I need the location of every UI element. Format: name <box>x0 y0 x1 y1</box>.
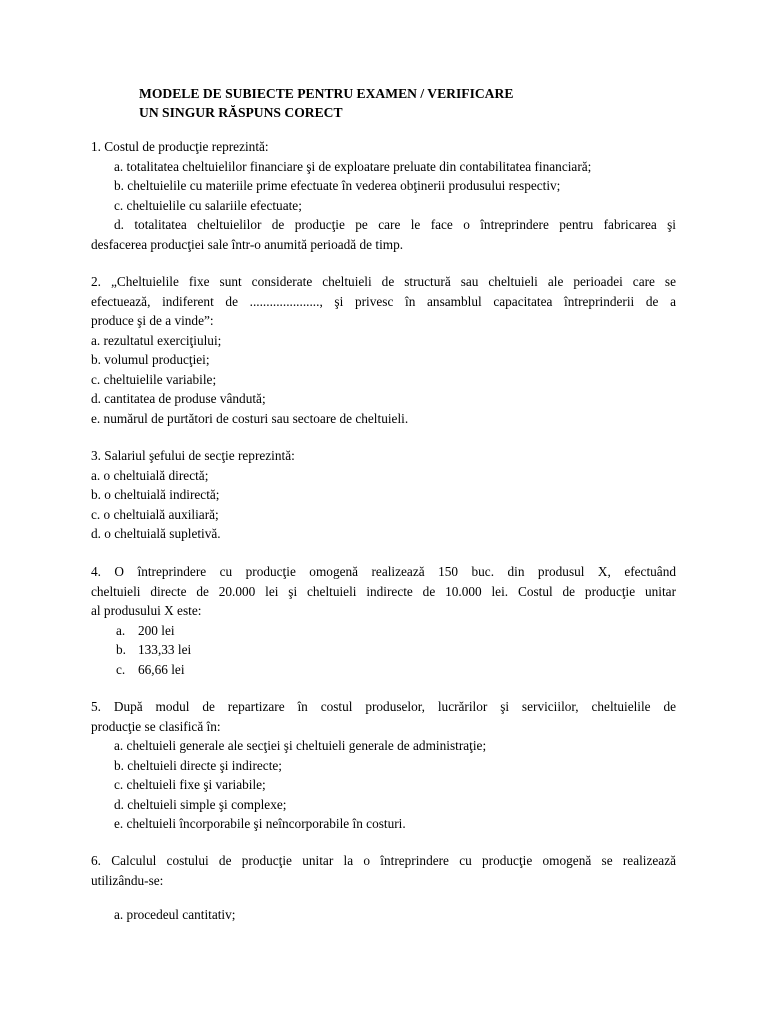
question-4-stem-line-1: 4. O întreprindere cu producţie omogenă realizează 150 buc. din produsul X, efectuând <box>91 564 676 579</box>
question-6-stem-line-1: 6. Calculul costului de producţie unitar la o întreprindere cu producţie omogenă se realizează <box>91 853 676 868</box>
question-2 <box>91 272 676 428</box>
document-heading <box>139 85 513 122</box>
question-1-stem: 1. Costul de producţie reprezintă: <box>91 139 269 154</box>
question-5-option-c: c. cheltuieli fixe şi variabile; <box>114 777 266 792</box>
question-6-options <box>91 905 676 925</box>
question-5 <box>91 697 676 834</box>
question-6-option-a: a. procedeul cantitativ; <box>114 907 236 922</box>
heading-line-1: MODELE DE SUBIECTE PENTRU EXAMEN / VERIFICARE <box>139 86 514 101</box>
question-1-option-d-line-1: d. totalitatea cheltuielilor de producţie pe care le face o întreprindere pentru fabricarea şi <box>114 217 676 232</box>
question-1-option-c: c. cheltuielile cu salariile efectuate; <box>114 197 302 213</box>
question-4-option-a <box>91 621 676 641</box>
question-5-stem-line-2: producţie se clasifică în: <box>91 718 221 734</box>
question-4-stem-line-2: cheltuieli directe de 20.000 lei şi cheltuieli indirecte de 10.000 lei. Costul de producţie unitar <box>91 583 676 599</box>
question-2-option-c: c. cheltuielile variabile; <box>91 371 217 387</box>
question-2-option-b: b. volumul producţiei; <box>91 352 210 367</box>
heading-line-2: UN SINGUR RĂSPUNS CORECT <box>139 104 343 120</box>
question-2-option-a: a. rezultatul exerciţiului; <box>91 332 222 348</box>
question-4-option-a-label: a. <box>116 622 126 638</box>
question-4-option-b-text: 133,33 lei <box>138 642 192 657</box>
question-4-option-c <box>91 660 676 680</box>
question-4 <box>91 562 676 679</box>
question-4-option-a-text: 200 lei <box>138 622 175 638</box>
question-4-option-b <box>91 640 676 660</box>
question-1-option-b: b. cheltuielile cu materiile prime efectuate în vederea obţinerii produsului respectiv; <box>114 178 561 193</box>
question-5-option-d: d. cheltuieli simple şi complexe; <box>114 796 287 812</box>
question-4-option-c-label: c. <box>116 661 126 677</box>
question-5-option-b: b. cheltuieli directe şi indirecte; <box>114 757 282 773</box>
question-2-stem-line-1: 2. „Cheltuielile fixe sunt considerate cheltuieli de structură sau cheltuieli ale perioadei care se <box>91 274 676 289</box>
question-1-option-d-line-2: desfacerea producţiei sale într-o anumită perioadă de timp. <box>91 236 404 252</box>
question-6-stem-line-2: utilizându-se: <box>91 872 164 888</box>
question-3-option-b: b. o cheltuială indirectă; <box>91 487 220 502</box>
question-5-stem-line-1: 5. După modul de repartizare în costul produselor, lucrărilor şi serviciilor, cheltuielile de <box>91 699 676 714</box>
question-5-option-e: e. cheltuieli încorporabile şi neîncorporabile în costuri. <box>114 816 406 831</box>
question-4-stem-line-3: al produsului X este: <box>91 603 202 618</box>
question-4-option-b-label: b. <box>116 642 126 657</box>
question-5-option-a: a. cheltuieli generale ale secţiei şi cheltuieli generale de administraţie; <box>114 738 487 753</box>
question-1 <box>91 137 676 254</box>
question-4-option-c-text: 66,66 lei <box>138 661 185 677</box>
question-2-option-e: e. numărul de purtători de costuri sau sectoare de cheltuieli. <box>91 410 409 426</box>
question-3-stem: 3. Salariul şefului de secţie reprezintă: <box>91 448 295 463</box>
question-2-stem-line-3: produce şi de a vinde”: <box>91 313 214 328</box>
question-3-option-d: d. o cheltuială supletivă. <box>91 526 221 541</box>
question-2-stem-line-2: efectuează, indiferent de ....................., şi privesc în ansamblul capacitatea întreprinderii de a <box>91 293 676 309</box>
question-3-option-c: c. o cheltuială auxiliară; <box>91 506 219 522</box>
question-3-option-a: a. o cheltuială directă; <box>91 467 209 483</box>
question-3 <box>91 446 676 544</box>
question-2-option-d: d. cantitatea de produse vândută; <box>91 391 266 406</box>
question-6 <box>91 851 676 890</box>
question-1-option-a: a. totalitatea cheltuielilor financiare şi de exploatare preluate din contabilitatea financiară; <box>114 158 592 174</box>
